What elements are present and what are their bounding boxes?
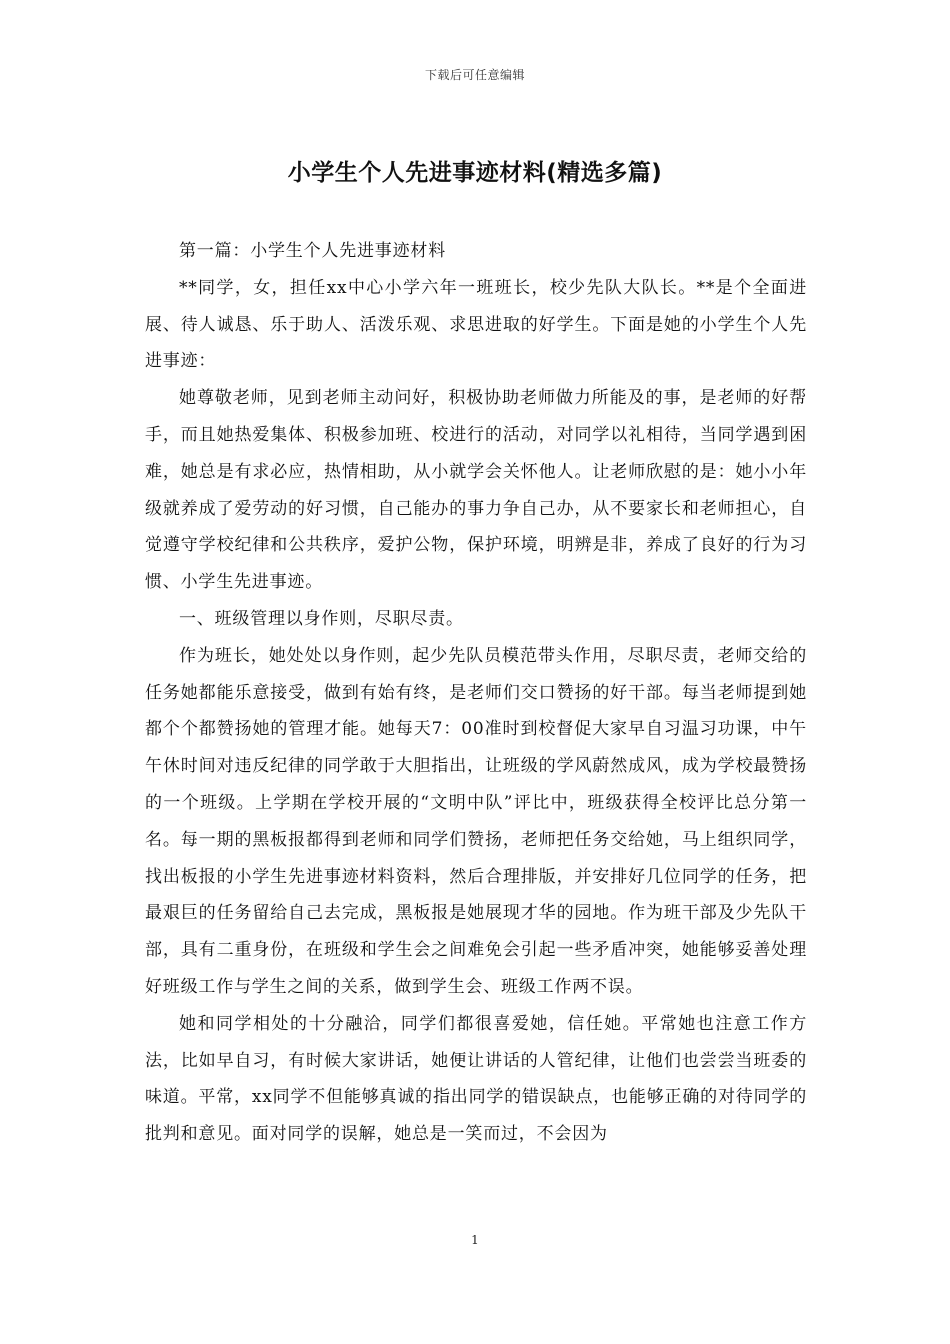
body-paragraph: 她和同学相处的十分融洽，同学们都很喜爱她，信任她。平常她也注意工作方法，比如早自习，有时候大家讲话，她便让讲话的人管纪律，让他们也尝尝当班委的味道。平常，xx同学不但能够真诚的指出同学的错误缺点，也能够正确的对待同学的批判和意见。面对同学的误解，她总是一笑而过，不会因为 [145,1013,807,1145]
body-paragraph: 她尊敬老师，见到老师主动问好，积极协助老师做力所能及的事，是老师的好帮手，而且她热爱集体、积极参加班、校进行的活动，对同学以礼相待，当同学遇到困难，她总是有求必应，热情相助，从小就学会关怀他人。让老师欣慰的是：她小小年级就养成了爱劳动的好习惯，自己能办的事力争自己办，从不要家长和老师担心，自觉遵守学校纪律和公共秩序，爱护公物，保护环境，明辨是非，养成了良好的行为习惯、小学生先进事迹。 [145,388,807,593]
body-paragraph: **同学，女，担任xx中心小学六年一班班长，校少先队大队长。**是个全面进展、待人诚恳、乐于助人、活泼乐观、求思进取的好学生。下面是她的小学生个人先进事迹： [145,277,807,372]
document-body [145,233,807,1153]
page-number: 1 [471,1233,479,1247]
section-heading: 第一篇：小学生个人先进事迹材料 [179,241,446,261]
subsection-heading: 一、班级管理以身作则，尽职尽责。 [179,608,464,629]
document-title: 小学生个人先进事迹材料(精选多篇) [287,160,663,186]
body-paragraph: 作为班长，她处处以身作则，起少先队员模范带头作用，尽职尽责，老师交给的任务她都能乐意接受，做到有始有终，是老师们交口赞扬的好干部。每当老师提到她都个个都赞扬她的管理才能。她每天7：00准时到校督促大家早自习温习功课，中午午休时间对违反纪律的同学敢于大胆指出，让班级的学风蔚然成风，成为学校最赞扬的一个班级。上学期在学校开展的“文明中队”评比中，班级获得全校评比总分第一名。每一期的黑板报都得到老师和同学们赞扬，老师把任务交给她，马上组织同学，找出板报的小学生先进事迹材料资料，然后合理排版，并安排好几位同学的任务，把最艰巨的任务留给自己去完成，黑板报是她展现才华的园地。作为班干部及少先队干部，具有二重身份，在班级和学生会之间难免会引起一些矛盾冲突，她能够妥善处理好班级工作与学生之间的关系，做到学生会、班级工作两不误。 [145,645,807,997]
header-note: 下载后可任意编辑 [424,68,525,82]
